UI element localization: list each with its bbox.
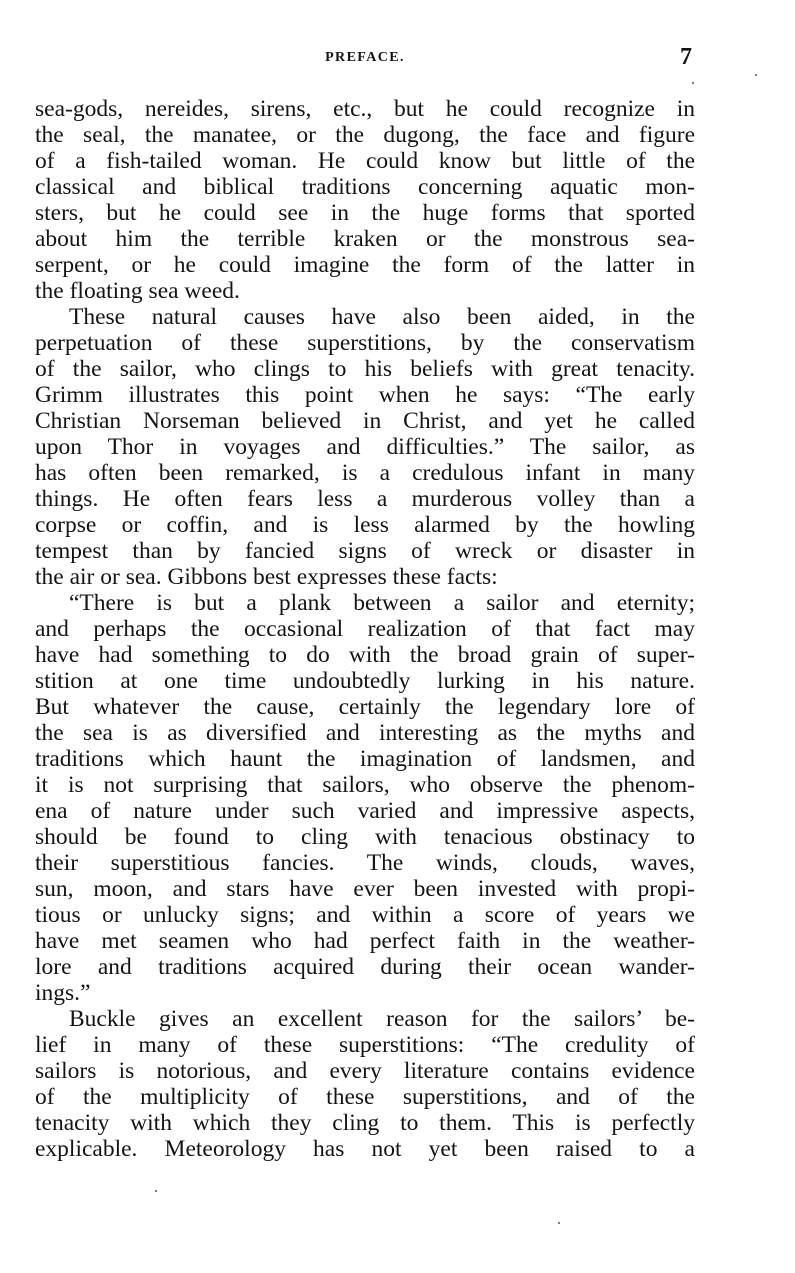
print-speck <box>558 1222 560 1224</box>
text-line: of a fish-tailed woman. He could know but little of the <box>35 148 695 174</box>
text-line: sun, moon, and stars have ever been invested with propi- <box>35 876 695 902</box>
text-line: perpetuation of these superstitions, by the conservatism <box>35 330 695 356</box>
text-line: classical and biblical traditions concerning aquatic mon- <box>35 174 695 200</box>
text-line: ings.” <box>35 980 91 1006</box>
print-speck <box>692 82 694 84</box>
text-line: traditions which haunt the imagination of landsmen, and <box>35 746 695 772</box>
text-line: serpent, or he could imagine the form of the latter in <box>35 252 695 278</box>
text-line: These natural causes have also been aided, in the <box>69 304 695 330</box>
running-head: PREFACE. <box>325 50 405 65</box>
text-line: tious or unlucky signs; and within a score of years we <box>35 902 695 928</box>
text-line: the sea is as diversified and interesting as the myths and <box>35 720 695 746</box>
page-number: 7 <box>680 44 692 70</box>
text-line: But whatever the cause, certainly the legendary lore of <box>35 694 695 720</box>
print-speck <box>755 74 757 76</box>
text-line: should be found to cling with tenacious obstinacy to <box>35 824 695 850</box>
text-line: and perhaps the occasional realization of that fact may <box>35 616 695 642</box>
text-line: tenacity with which they cling to them. This is perfectly <box>35 1110 695 1136</box>
text-line: of the multiplicity of these superstitions, and of the <box>35 1084 695 1110</box>
text-line: Grimm illustrates this point when he says: “The early <box>35 382 695 408</box>
page-header <box>0 44 795 74</box>
body-text <box>35 96 695 1162</box>
text-line: the floating sea weed. <box>35 278 240 304</box>
text-line: tempest than by fancied signs of wreck or disaster in <box>35 538 695 564</box>
text-line: sailors is notorious, and every literature contains evidence <box>35 1058 695 1084</box>
text-line: ena of nature under such varied and impressive aspects, <box>35 798 695 824</box>
text-line: the seal, the manatee, or the dugong, the face and figure <box>35 122 695 148</box>
text-line: have had something to do with the broad grain of super- <box>35 642 695 668</box>
text-line: of the sailor, who clings to his beliefs with great tenacity. <box>35 356 695 382</box>
text-line: about him the terrible kraken or the monstrous sea- <box>35 226 695 252</box>
text-line: have met seamen who had perfect faith in the weather- <box>35 928 695 954</box>
text-line: “There is but a plank between a sailor and eternity; <box>69 590 695 616</box>
text-line: lief in many of these superstitions: “The credulity of <box>35 1032 695 1058</box>
text-line: has often been remarked, is a credulous infant in many <box>35 460 695 486</box>
text-line: stition at one time undoubtedly lurking in his nature. <box>35 668 695 694</box>
print-speck <box>155 1190 157 1192</box>
text-line: sea-gods, nereides, sirens, etc., but he could recognize in <box>35 96 695 122</box>
text-line: things. He often fears less a murderous volley than a <box>35 486 695 512</box>
text-line: Buckle gives an excellent reason for the sailors’ be- <box>69 1006 695 1032</box>
text-line: lore and traditions acquired during their ocean wander- <box>35 954 695 980</box>
text-line: corpse or coffin, and is less alarmed by the howling <box>35 512 695 538</box>
text-line: their superstitious fancies. The winds, clouds, waves, <box>35 850 695 876</box>
text-line: upon Thor in voyages and difficulties.” The sailor, as <box>35 434 695 460</box>
text-line: sters, but he could see in the huge forms that sported <box>35 200 695 226</box>
text-line: explicable. Meteorology has not yet been raised to a <box>35 1136 695 1162</box>
text-line: the air or sea. Gibbons best expresses these facts: <box>35 564 498 590</box>
text-line: it is not surprising that sailors, who observe the phenom- <box>35 772 695 798</box>
text-line: Christian Norseman believed in Christ, and yet he called <box>35 408 695 434</box>
